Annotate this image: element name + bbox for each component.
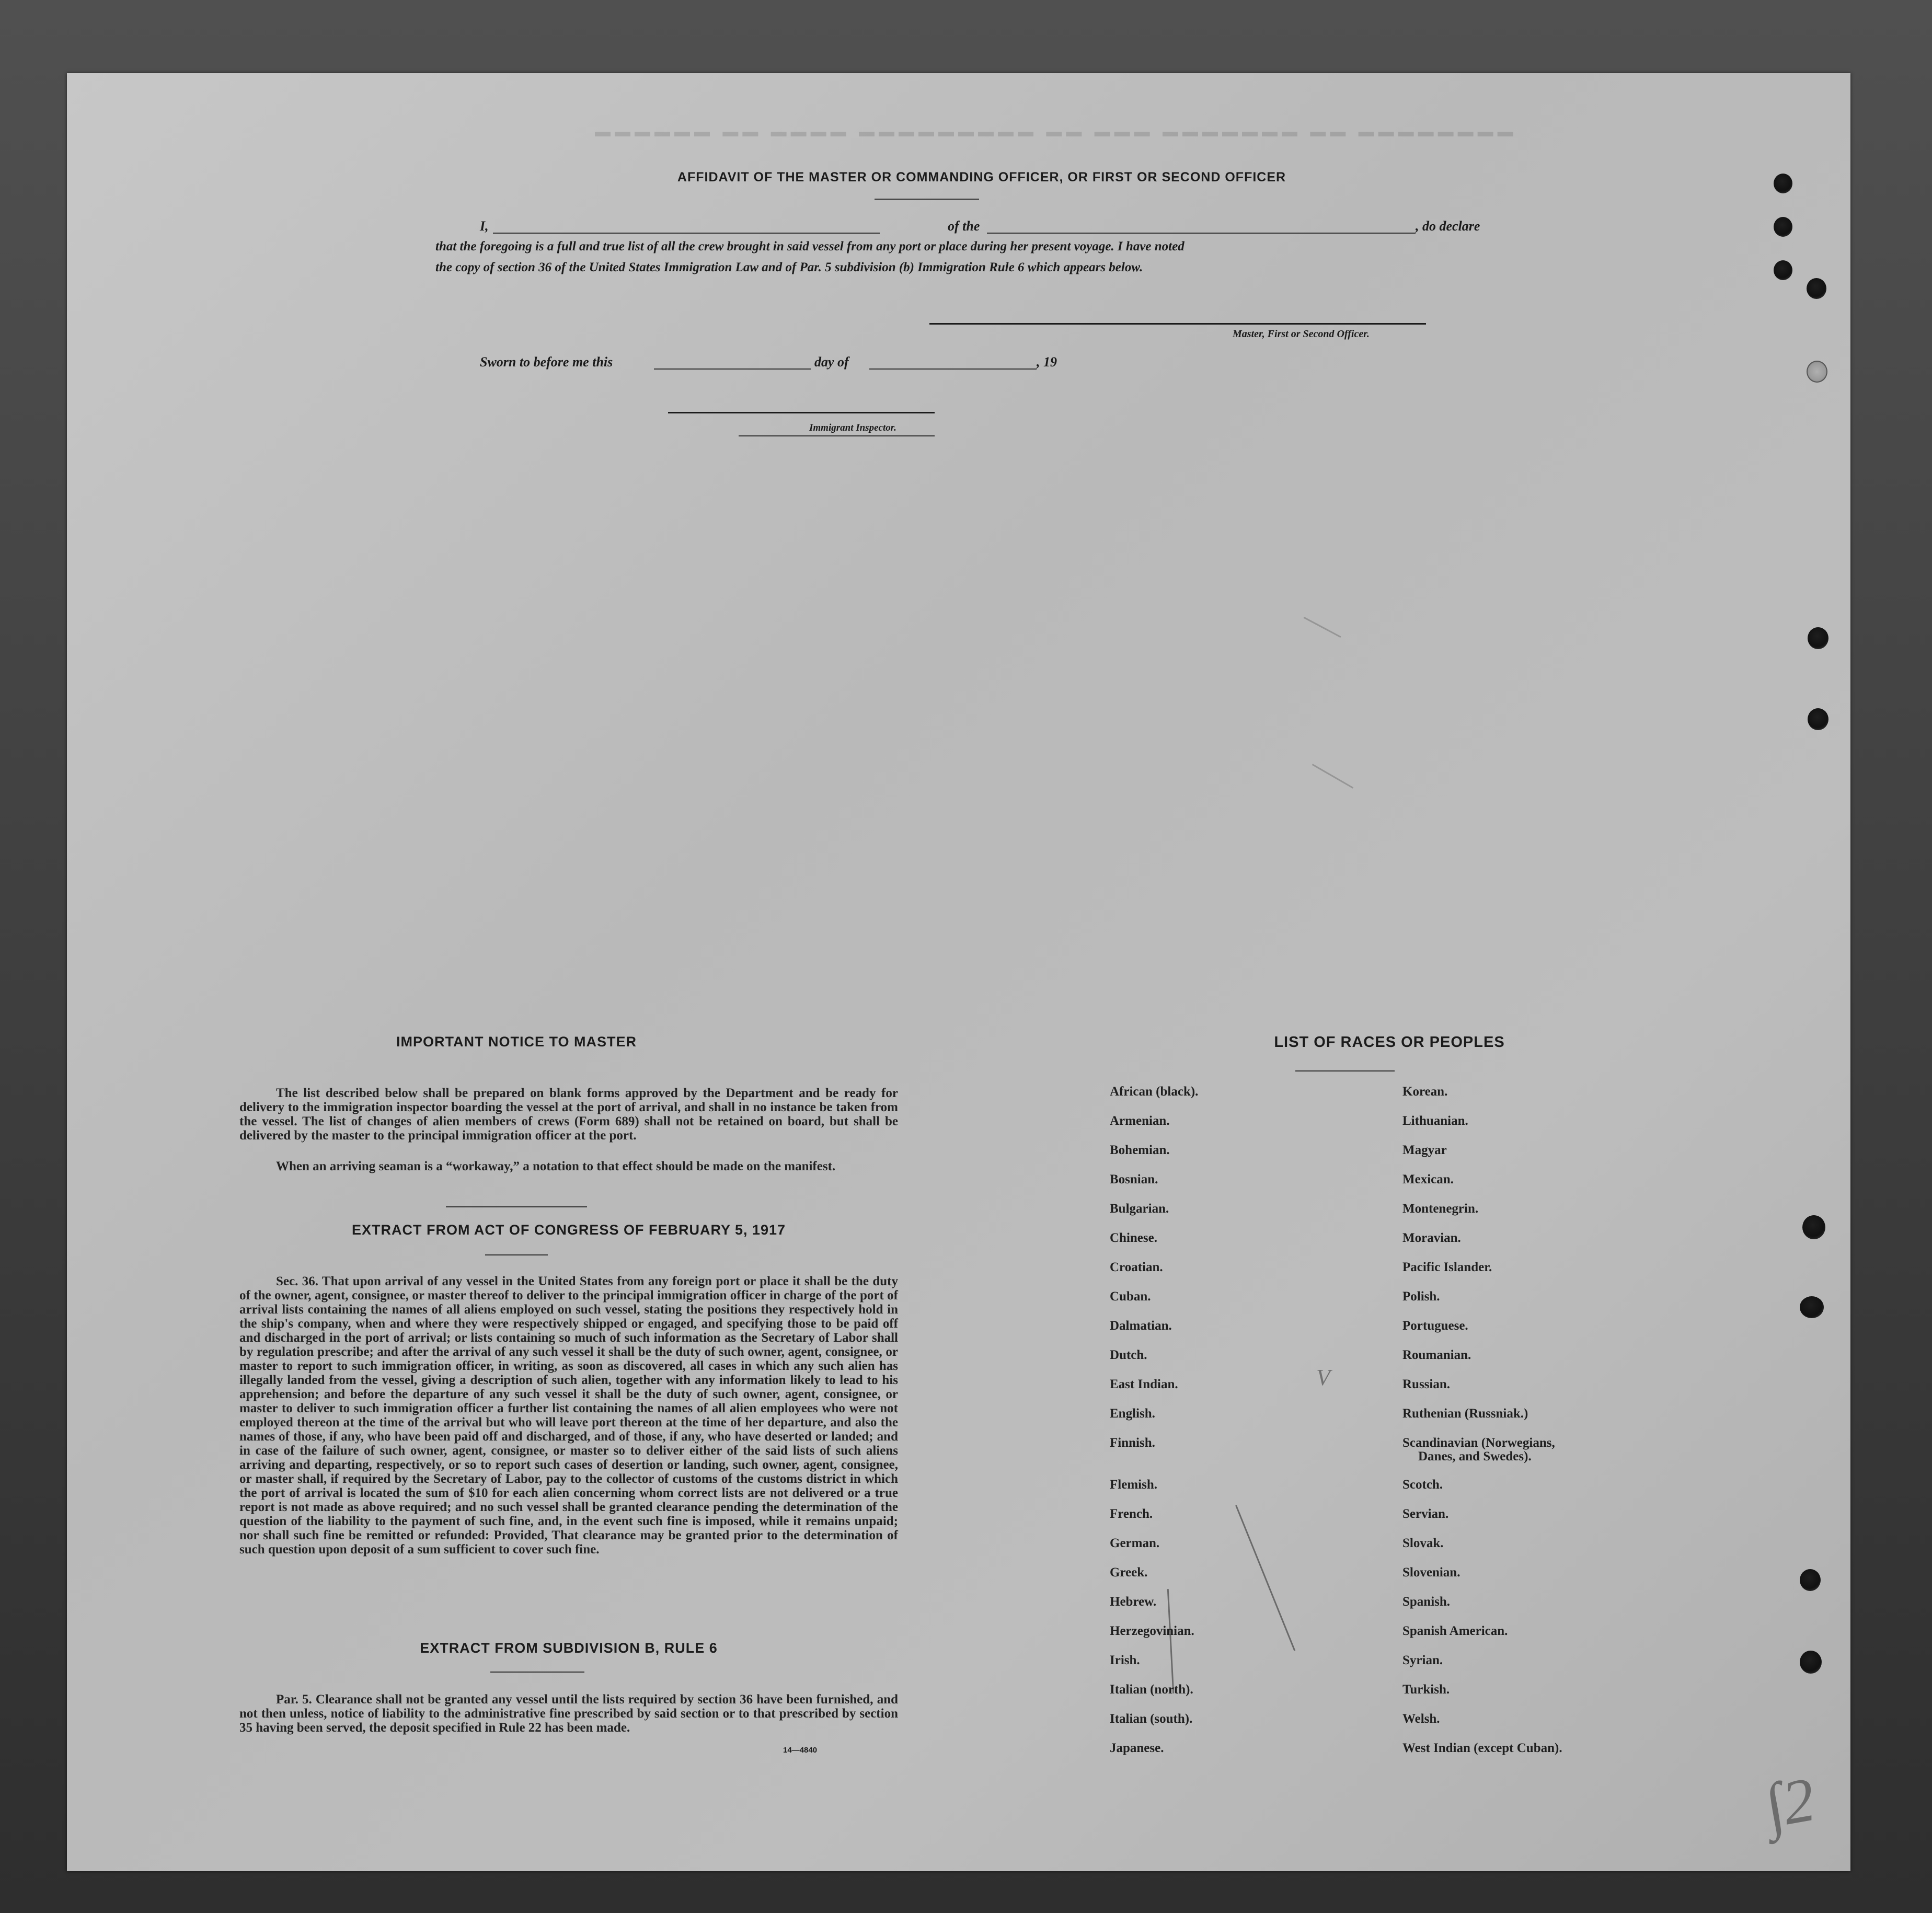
race-item-left: Finnish.: [1110, 1436, 1155, 1450]
stray-mark: [1303, 617, 1341, 638]
race-item-left: Hebrew.: [1110, 1595, 1157, 1609]
punch-hole: [1774, 174, 1792, 193]
affidavit-line-2: that the foregoing is a full and true list of all the crew brought in said vessel from any port or place during her present voyage. I have noted: [435, 239, 1184, 253]
affidavit-title: AFFIDAVIT OF THE MASTER OR COMMANDING OFFICER, OR FIRST OR SECOND OFFICER: [677, 170, 1286, 185]
races-divider: [1295, 1070, 1395, 1071]
form-number: 14—4840: [783, 1746, 818, 1755]
rule-divider: [490, 1672, 584, 1673]
race-item-right-continuation: Danes, and Swedes).: [1418, 1449, 1532, 1463]
inspector-underline: [739, 435, 935, 436]
vessel-blank[interactable]: [987, 233, 1416, 234]
race-item-right: Montenegrin.: [1402, 1202, 1479, 1216]
race-item-right: Slovak.: [1402, 1536, 1444, 1550]
do-declare-label: , do declare: [1416, 218, 1480, 234]
affidavit-line-3: the copy of section 36 of the United States Immigration Law and of Par. 5 subdivision (b) Immigration Rule 6 which appears below.: [435, 260, 1143, 274]
manifest-page: [67, 73, 1850, 1871]
race-item-left: Cuban.: [1110, 1289, 1151, 1304]
year-label: , 19: [1037, 354, 1057, 370]
race-item-left: Croatian.: [1110, 1260, 1163, 1274]
race-item-left: Bosnian.: [1110, 1172, 1158, 1186]
race-item-left: Italian (north).: [1110, 1682, 1193, 1697]
bleed-through-text: ▬▬▬▬▬▬ ▬▬ ▬▬▬▬ ▬▬▬▬▬▬▬▬▬ ▬▬ ▬▬▬ ▬▬▬▬▬▬▬ ▬▬ ▬▬▬▬▬▬▬▬: [595, 123, 1517, 140]
race-item-left: Japanese.: [1110, 1741, 1164, 1755]
title-divider: [875, 199, 979, 200]
race-item-right: Russian.: [1402, 1377, 1451, 1391]
punch-hole: [1774, 217, 1792, 237]
notice-title: IMPORTANT NOTICE TO MASTER: [396, 1034, 637, 1050]
race-item-left: Herzegovinian.: [1110, 1624, 1194, 1638]
race-item-right: Magyar: [1402, 1143, 1447, 1157]
race-item-left: Chinese.: [1110, 1231, 1157, 1245]
i-label: I,: [480, 218, 489, 234]
punch-hole: [1808, 708, 1828, 730]
master-signature-line[interactable]: [929, 323, 1426, 325]
race-item-left: East Indian.: [1110, 1377, 1178, 1391]
signature-caption: Master, First or Second Officer.: [1233, 328, 1370, 340]
pen-stroke: [1235, 1505, 1295, 1651]
race-item-left: Dutch.: [1110, 1348, 1147, 1362]
race-item-left: Dalmatian.: [1110, 1319, 1172, 1333]
race-item-right: Mexican.: [1402, 1172, 1454, 1186]
punch-hole: [1774, 260, 1792, 280]
notice-paragraph-1: The list described below shall be prepared on blank forms approved by the Department and be ready for delivery to the immigration inspector boarding the vessel at the port of arrival, and shall in no instance be taken from the vessel. The list of changes of alien members of crews (Form 689) shall not be retained on board, but shall be delivered by the master to the principal immigration officer at the port.: [239, 1086, 898, 1143]
race-item-left: African (black).: [1110, 1085, 1199, 1099]
punch-hole: [1800, 1569, 1821, 1591]
sworn-month-blank[interactable]: [869, 368, 1037, 370]
race-item-left: German.: [1110, 1536, 1160, 1550]
stray-mark: [1312, 764, 1353, 789]
race-item-left: Irish.: [1110, 1653, 1140, 1667]
sworn-day-blank[interactable]: [654, 368, 811, 370]
race-item-right: Pacific Islander.: [1402, 1260, 1492, 1274]
race-item-right: Scandinavian (Norwegians,: [1402, 1436, 1555, 1450]
race-item-right: Welsh.: [1402, 1712, 1440, 1726]
race-item-right: Spanish.: [1402, 1595, 1451, 1609]
punch-hole: [1802, 1215, 1825, 1239]
race-item-right: Scotch.: [1402, 1478, 1443, 1492]
race-item-right: Slovenian.: [1402, 1565, 1460, 1580]
race-item-right: Spanish American.: [1402, 1624, 1508, 1638]
handwritten-mark: ∫2: [1760, 1764, 1820, 1841]
inspector-signature-line[interactable]: [668, 412, 935, 413]
day-of-label: day of: [814, 354, 849, 370]
sworn-label: Sworn to before me this: [480, 354, 613, 370]
race-item-left: Bulgarian.: [1110, 1202, 1169, 1216]
pen-stroke: [1167, 1589, 1174, 1693]
punch-hole: [1807, 278, 1826, 299]
name-blank[interactable]: [493, 233, 880, 234]
race-item-left: Greek.: [1110, 1565, 1148, 1580]
notice-divider: [446, 1206, 587, 1207]
race-item-right: Turkish.: [1402, 1682, 1450, 1697]
punch-hole: [1800, 1651, 1822, 1674]
rule-title: EXTRACT FROM SUBDIVISION B, RULE 6: [420, 1640, 718, 1656]
race-item-right: Ruthenian (Russniak.): [1402, 1407, 1528, 1421]
race-item-right: Polish.: [1402, 1289, 1440, 1304]
pen-tick-mark: V: [1316, 1365, 1330, 1390]
rule-par-5-text: Par. 5. Clearance shall not be granted any vessel until the lists required by section 36 have been furnished, and not then unless, notice of liability to the administrative fine prescribed by said section or to that prescribed by section 35 having been served, the deposit specified in Rule 22 has been made.: [239, 1692, 898, 1735]
act-title: EXTRACT FROM ACT OF CONGRESS OF FEBRUARY 5, 1917: [351, 1222, 786, 1238]
act-divider: [485, 1254, 548, 1255]
punch-hole: [1807, 361, 1827, 383]
races-title: LIST OF RACES OR PEOPLES: [1274, 1034, 1505, 1051]
race-item-right: Roumanian.: [1402, 1348, 1471, 1362]
race-item-left: Flemish.: [1110, 1478, 1157, 1492]
race-item-right: Servian.: [1402, 1507, 1449, 1521]
race-item-left: Armenian.: [1110, 1114, 1170, 1128]
of-the-label: of the: [948, 218, 980, 234]
punch-hole: [1808, 627, 1828, 649]
inspector-caption: Immigrant Inspector.: [809, 422, 896, 433]
race-item-right: Korean.: [1402, 1085, 1448, 1099]
race-item-left: English.: [1110, 1407, 1155, 1421]
race-item-left: French.: [1110, 1507, 1153, 1521]
punch-hole: [1800, 1296, 1824, 1318]
race-item-right: Lithuanian.: [1402, 1114, 1468, 1128]
race-item-right: Portuguese.: [1402, 1319, 1468, 1333]
race-item-left: Italian (south).: [1110, 1712, 1193, 1726]
race-item-right: West Indian (except Cuban).: [1402, 1741, 1562, 1755]
race-item-left: Bohemian.: [1110, 1143, 1170, 1157]
race-item-right: Syrian.: [1402, 1653, 1443, 1667]
race-item-right: Moravian.: [1402, 1231, 1461, 1245]
notice-paragraph-2: When an arriving seaman is a “workaway,” a notation to that effect should be made on the manifest.: [276, 1159, 836, 1173]
act-section-36-text: Sec. 36. That upon arrival of any vessel in the United States from any foreign port or place it shall be the duty of the owner, agent, consignee, or master thereof to deliver to the principal immigration officer in charge of the port of arrival lists containing the names of all aliens employed on such vessel, stating the positions they respectively hold in the ship's company, when and where they were respectively shipped or engaged, and specifying those to be paid off and discharged in the port of arrival; or lists containing so much of such information as the Secretary of Labor shall by regulation prescribe; and after the arrival of any such vessel it shall be the duty of such owner, agent, consignee, or master to report to such immigration officer, in writing, as soon as discovered, all cases in which any such alien has illegally landed from the vessel, giving a description of such alien, together with any information likely to lead to his apprehension; and before the departure of any such vessel it shall be the duty of such owner, agent, consignee, or master to deliver to such immigration officer a further list containing the names of all alien employees who were not employed thereon at the time of the arrival but who will leave port thereon at the time of her departure, and also the names of those, if any, who have been paid off and discharged, and of those, if any, who have deserted or landed; and in case of the failure of such owner, agent, consignee, or master so to deliver either of the said lists of such aliens arriving and departing, respectively, or so to report such cases of desertion or landing, such owner, agent, consignee, or master shall, if required by the Secretary of Labor, pay to the collector of customs of the customs district in which the port of arrival is located the sum of $10 for each alien concerning whom correct lists are not delivered or a true report is not made as above required; and no such vessel shall be granted clearance pending the determination of the question of the liability to the payment of such fine, and, in the event such fine is imposed, while it remains unpaid; nor shall such fine be remitted or refunded: Provided, That clearance may be granted prior to the determination of such question upon deposit of a sum sufficient to cover such fine.: [239, 1274, 898, 1557]
